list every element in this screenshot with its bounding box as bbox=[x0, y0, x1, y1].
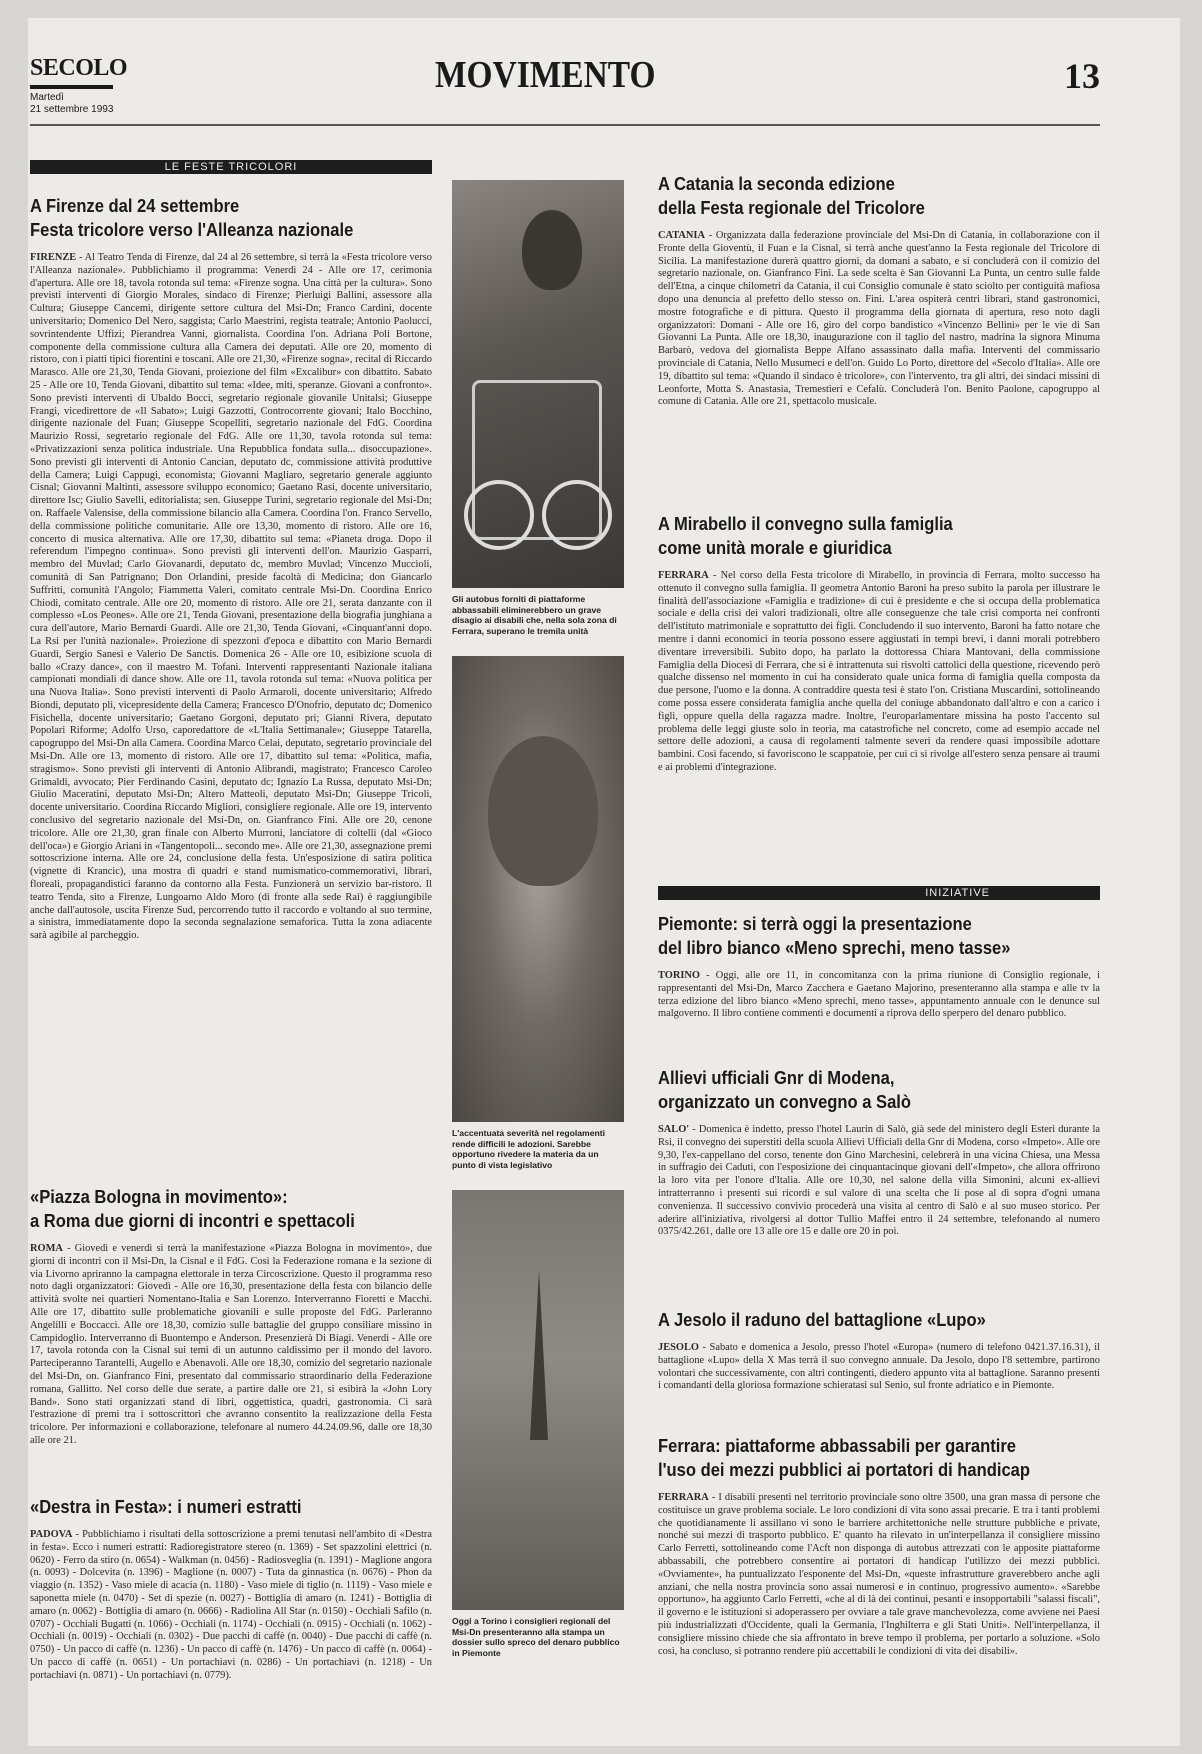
article-title-roma: «Piazza Bologna in movimento»: a Roma due giorni di incontri e spettacoli bbox=[30, 1187, 355, 1231]
article-title-salo: Allievi ufficiali Gnr di Modena, organizzato un convegno a Salò bbox=[658, 1068, 912, 1112]
article-title-piemonte: Piemonte: si terrà oggi la presentazione del libro bianco «Meno sprechi, meno tasse» bbox=[658, 914, 1011, 958]
column-left bbox=[30, 160, 432, 1719]
article-title-catania: A Catania la seconda edizione della Festa regionale del Tricolore bbox=[658, 174, 925, 218]
issue-date: 21 settembre 1993 bbox=[30, 104, 114, 115]
article-body-roma: ROMA - Giovedì e venerdì si terrà la manifestazione «Piazza Bologna in movimento», due giorni di incontri con il Msi-Dn, la Cisnal e il FdG. Così la Federazione romana e la sezione di via Livorno apriranno la campagna elettorale in terza Circoscrizione. Questo il programma reso noto dagli organizzatori: Giovedì - Alle ore 16,30, presentazione della festa con bilancio delle attività svolte nei quartieri Nomentano-Italia e San Lorenzo. Interverranno Fioretti e Macchi. Alle ore 17, dibattito sulle problematiche giovanili e sulle proposte del FdG. Parleranno Angelilli e Boccacci. Alle ore 18,30, comizio sulle battaglie del gruppo consiliare missino in Campidoglio. Interverranno di Buontempo e Anderson. Presenzierà Di Biagi. Venerdì - Alle ore 17, tavola rotonda con la Cisnal sui temi di un autunno caldissimo per il mondo del lavoro. Parteciperanno Tarantelli, Augello e Abenavoli. Alle ore 18,30, comizio del segretario nazionale del Msi-Dn, on. Gianfranco Fini, presentato dal commissario straordinario della Federazione romana, Gallitto. Nel corso delle due serate, a partire dalle ore 21, si esibirà la «John Lory Band». Sono stati organizzati stand di libri, oggettistica, quadri, gastronomia. Ci sarà l'estrazione di premi tra i sottoscrittori che avranno consentito la realizzazione della Festa tricolore. Per informazioni e collaborazione, telefonare al numero 44.24.09.96, dalle ore 18,30 alle ore 21. bbox=[30, 1243, 432, 1446]
article-body-catania: CATANIA - Organizzata dalla federazione provinciale del Msi-Dn di Catania, in collaborazione con il Fronte della Gioventù, il Fuan e la Cisnal, si terrà anche quest'anno la Festa regionale del Tricolore di Sicilia. La manifestazione durerà quattro giorni, da domani a sabato, e si concluderà con il comizio del segretario nazionale, on. Gianfranco Fini. La sede scelta è San Giovanni La Punta, un centro sulle falde dell'Etna, a cinque chilometri da Catania, il cui Consiglio comunale è stato sciolto per contiguità mafiosa dopo una denuncia al prefetto dello stesso on. Fini. L'area ospiterà centri librari, stand gastronomici, mostre fotografiche e di pittura. Questo il programma della giornata di apertura, reso noto dagli organizzatori: Domani - Alle ore 16, giro del corpo bandistico «Vincenzo Bellini» per le vie di San Giovanni La Punta. Alle ore 18,30, inaugurazione con il taglio del nastro, madrina la signora Minuma Barbarò, vedova del giornalista Beppe Alfano assassinato dalla mafia. Interventi del commissario provinciale di Catania, Nello Musumeci e dell'on. Guido Lo Porto, direttore del «Secolo d'Italia». Alle ore 19, dibattito sul tema: «Quando il sindaco è tricolore», con l'intervento, tra gli altri, dei sindaci missini di Leonforte, Motta S. Anastasia, Tremestieri e Cefalù. Concluderà l'on. Benito Paolone, capogruppo al comune di Catania. Alle ore 21, spettacolo musicale. bbox=[658, 230, 1100, 408]
article-body-padova: PADOVA - Pubblichiamo i risultati della sottoscrizione a premi tenutasi nell'ambito di «Destra in festa». Ecco i numeri estratti: Radioregistratore stereo (n. 1369) - Set spazzolini elettrici (n. 0620) - Ferro da stiro (n. 0654) - Walkman (n. 0456) - Radiosveglia (n. 1391) - Maglione angora (n. 0093) - Dolcevita (n. 1396) - Maglione (n. 0007) - Tuta da ginnastica (n. 0676) - Phon da viaggio (n. 1352) - Vaso miele di acacia (n. 1180) - Vaso miele di tiglio (n. 1119) - Vaso miele e saponetta miele (n. 0470) - Set di spezie (n. 0027) - Bottiglia di amaro (n. 1241) - Bottiglia di amaro (n. 0062) - Bottiglia di amaro (n. 0666) - Radiolina All Star (n. 0150) - Occhiali Safilo (n. 0707) - Occhiali Bugatti (n. 1066) - Occhiali (n. 1174) - Occhiali (n. 0915) - Occhiali (n. 1062) - Occhiali (n. 0019) - Occhiali (n. 0302) - Due pacchi di caffè (n. 0040) - Due pacchi di caffè (n. 0750) - Un pacco di caffè (n. 1236) - Un pacco di caffè (n. 1476) - Un pacco di caffè (n. 0064) - Un pacco di caffè (n. 0651) - Un portachiavi (n. 0286) - Un portachiavi (n. 1218) - Un portachiavi (n. 0871) - Un portachiavi (n. 0779). bbox=[30, 1529, 432, 1681]
photo-caption-2: L'accentuata severità nel regolamenti rende difficili le adozioni. Sarebbe opportuno rivedere la materia da un punto di vista legislativo bbox=[452, 1128, 605, 1170]
newspaper-logo: SECOLO bbox=[30, 55, 128, 81]
section-band-feste: LE FESTE TRICOLORI bbox=[30, 160, 432, 174]
column-right bbox=[658, 172, 1100, 1724]
article-body-jesolo: JESOLO - Sabato e domenica a Jesolo, presso l'hotel «Europa» (numero di telefono 0421.37.16.31), il battaglione «Lupo» della X Mas terrà il suo convegno annuale. Da Jesolo, dopo l'8 settembre, partirono volontari che successivamente, con altri contingenti, diedero appunto vita al battaglione. Saranno presenti i comandanti della gloriosa formazione schieratasi sul Senio, sul fronte adriatico e in Piemonte. bbox=[658, 1342, 1100, 1392]
article-body-salo: SALO' - Domenica è indetto, presso l'hotel Laurin di Salò, già sede del ministero degli Esteri durante la Rsi, il convegno dei superstiti della scuola Allievi Ufficiali della Gnr di Modena, corso «Impeto». Alle ore 9,30, l'ex-cappellano del corso, tenente don Gino Marchesini, celebrerà in una vicina Chiesa, una Messa in suffragio dei Caduti, con l'esposizione dei cinquantacinque giovani dell'«Impeto», che allora offrirono la loro vita per l'onore d'Italia. Alle ore 10,30, nel salone della villa Simonini, alcuni ex-allievi intratterranno i presenti sui ricordi e sul valore di una scelta che li pose al di sopra d'ogni umana convenienza. Il successivo convivio procederà una visita al centro di Salò e al suo museo storico. Per aderire all'iniziativa, rivolgersi al dottor Tullio Maffei entro il 24 settembre, telefonando al numero 0375/42.261, dalle ore 13 alle ore 15 e dalle ore 20 in poi. bbox=[658, 1124, 1100, 1238]
photo-caption-1: Gli autobus forniti di piattaforme abbassabili eliminerebbero un grave disagio ai disabili che, nella sola zona di Ferrara, superano le tremila unità bbox=[452, 594, 617, 636]
section-title: MOVIMENTO bbox=[435, 54, 656, 96]
photo-caption-3: Oggi a Torino i consiglieri regionali del Msi-Dn presenteranno alla stampa un dossier sullo spreco del denaro pubblico in Piemonte bbox=[452, 1616, 620, 1658]
article-title-jesolo: A Jesolo il raduno del battaglione «Lupo» bbox=[658, 1310, 986, 1330]
article-body-firenze: FIRENZE - Al Teatro Tenda di Firenze, dal 24 al 26 settembre, si terrà la «Festa tricolore verso l'Alleanza nazionale». Pubblichiamo il programma: Venerdì 24 - Alle ore 17, cerimonia d'apertura. Alle ore 18, tavola rotonda sul tema: «Firenze sogna. Una città per la cultura». Sono previsti interventi di Giorgio Morales, sindaco di Firenze; Pierluigi Ballini, assessore alla Cultura; Giuseppe Cancemi, dirigente settore cultura del Msi-Dn; Franco Cardini, docente universitario; Domenico Del Nero, saggista; Carlo Maestrini, regista teatrale; Antonio Paolucci, sovrintendente Uffizi; Pierandrea Vanni, giornalista. Coordina l'on. Adriana Poli Bortone, componente della commissione cultura alla Camera dei deputati. Alle ore 20, momento di ristoro, con i piatti tipici fiorentini e toscani. Alle ore 21,30, «Firenze sogna», recital di Riccardo Marasco. Alle ore 21,30, Tenda Giovani, proiezione del film «Excalibur» con dibattito. Sabato 25 - Alle ore 10, Tenda Giovani, dibattito sul tema: «Idee, miti, speranze. Giovani a confronto». Sono previsti interventi di Ubaldo Bocci, segretario regionale giovanile Unitalsi; Giuseppe Frangi, vicedirettore de «Il Sabato»; Luigi Gazzotti, Controcorrente giovani; Italo Bocchino, dirigente nazionale del Fuan; Giuseppe Scopelliti, segretario nazionale del FdG. Coordina Maurizio Rossi, segretario regionale del FdG. Alle ore 11,30, tavola rotonda sul tema: «Privatizzazioni senza politica industriale. Una Repubblica fondata sulla... disoccupazione». Sono previsti gli interventi di Antonio Cancian, deputato dc, commissione attività produttive della Camera; Luigi Cappugi, economista; Giovanni Magliaro, segretario generale aggiunto Cisnal; Giovanni Maltinti, assessore sviluppo economico; Gaetano Rasi, docente universitario, direttore Isc; Giulio Savelli, editorialista; sen. Giuseppe Turini, segretario regionale del Msi-Dn; on. Raffaele Valensise, della commissione bilancio alla Camera. Coordina l'on. Franco Servello, della commissione politiche comunitarie. Alle ore 13,30, momento di ristoro. Alle ore 16, concerto di musica alternativa. Alle ore 17,30, dibattito sul tema: «Pianeta droga. Dopo il referendum l'impegno continua». Sono previsti gli interventi dell'on. Maurizio Gasparri, membro del Muvlad; Carlo Giovanardi, deputato dc, membro Muvlad; Vincenzo Muccioli, comunità di San Patrignano; Don Orlandini, preside facoltà di Medicina; don Giancarlo Suffritti, comunità l'Angolo; Fiammetta Valeri, comitato centrale Msi-Dn. Coordina Enrico Chiodi, comitato centrale. Alle ore 20, momento di ristoro. Alle ore 21, serata danzante con il complesso «Los Peones». Alle ore 21, Tenda Giovani, presentazione della biografia junghiana a cura dell'autore, Mario Bernardi Guardi. Alle ore 21,30, Tenda Giovani, «Cinquant'anni dopo. La Rsi per l'unità nazionale». Proiezione di spezzoni d'epoca e dibattito con Mario Bernardi Guardi, Sergio Sanesi e Valerio De Sanctis. Domenica 26 - Alle ore 10, esibizione scuola di ballo «Crazy dance», con il maestro M. Tofani. Interventi rappresentanti Nazionale italiana campionati mondiali di dance show. Alle ore 11, tavola rotonda sul tema: «Nuova politica per una Nuova Italia». Sono previsti interventi di Paolo Armaroli, docente universitario; Alfredo Biondi, deputato pli, vicepresidente della Camera; Francesco D'Onofrio, deputato dc; Domenico Fisichella, docente universitario; Gaetano Gorgoni, deputato pri; Gianni Rivera, deputato Popolari Riforme; Adolfo Urso, caporedattore de «L'Italia Settimanale»; Giuseppe Tatarella, capogruppo del Msi-Dn alla Camera. Coordina Marco Celai, deputato, segretario provinciale del Msi-Dn. Alle ore 13, momento di ristoro. Alle ore 17, dibattito sul tema: «Politica, mafia, stragismo». Sono previsti gli interventi di Antonio Alibrandi, magistrato; Francesco Caroleo Grimaldi, avvocato; Pier Ferdinando Casini, deputato dc; Ignazio La Russa, deputato Msi-Dn; Giulio Maceratini, deputato Msi-Dn; Altero Matteoli, deputato Msi-Dn; Giuseppe Tricoli, docente universitario. Coordina Riccardo Migliori, consigliere regionale. Alle ore 19, intervento conclusivo del segretario nazionale del Msi-Dn, on. Gianfranco Fini. Alle ore 20, cenone tricolore. Alle ore 21,30, gran finale con Alberto Murroni, lanciatore di coltelli (dal «Gioco dell'oca») e Giorgio Ariani in «Tangentopoli... secondo me». Alle ore 21,30, assegnazione premi sottoscrizione interna. Alle ore 24, conclusione della festa. Un'esposizione di satira politica (vignette di Krancic), una mostra di quadri e stand numismatico-commemorativi, librari, floreali, propagandistici faranno da contorno alla Festa. Funzionerà un servizio bar-ristoro. Il teatro Tenda, sito a Firenze, Lungoarno Aldo Moro (di fronte alla sede Rai) è raggiungibile anche dall'autosole, uscita Firenze Sud, percorrendo tutto il raccordo e voltando al suo termine, a sinistra, immediatamente dopo la seconda segnalazione semaforica. Tutta la zona adiacente sarà agibile al parcheggio. bbox=[30, 252, 432, 942]
wheel-left bbox=[464, 480, 534, 550]
article-body-ferrara: FERRARA - I disabili presenti nel territorio provinciale sono oltre 3500, una gran massa di persone che costituisce un grave problema sociale. Le loro condizioni di vita sono assai precarie. E tra i tanti problemi che quotidianamente li assillano vi sono le barriere architettoniche nelle strutture pubbliche e private, nonché sui mezzi di trasporto pubblico. E' quanto ha rilevato in un'interpellanza il consigliere missino Carlo Ferretti, sottolineando come l'Acft non disponga di autobus attrezzati con le apposite piattaforme abbassabili, che potrebbero consentire ai portatori di handicap l'utilizzo dei mezzi pubblici. «Ovviamente», ha puntualizzato l'esponente del Msi-Dn, «queste infrastrutture graverebbero anche agli anziani, che nella nostra provincia sono assai numerosi e in continuo, progressivo aumento». «Sarebbe opportuno», ha aggiunto Carlo Ferretti, «che al di là dei continui, pesanti e insopportabili "salassi fiscali", il governo e le istituzioni si adoperassero per ovviare a tale grave manchevolezza, come avviene nei Paesi più industrializzati d'Occidente, quali la Germania, l'Inghilterra e gli Stati Uniti». Nell'interpellanza, il consigliere missino chiede che sia affrontato in breve tempo il problema, per portarlo a soluzione. «Solo così, ha concluso, si potranno rendere più accettabili le condizioni di vita dei disabili». bbox=[658, 1492, 1100, 1657]
column-photos bbox=[452, 180, 624, 1658]
article-title-mirabello: A Mirabello il convegno sulla famiglia come unità morale e giuridica bbox=[658, 514, 953, 558]
header-rule bbox=[30, 124, 1100, 126]
photo-torino bbox=[452, 1190, 624, 1610]
photo-child bbox=[452, 656, 624, 1122]
wheel-right bbox=[542, 480, 612, 550]
person-figure bbox=[522, 210, 582, 290]
photo-wheelchair bbox=[452, 180, 624, 588]
page-number: 13 bbox=[1064, 56, 1100, 96]
mole-spire bbox=[530, 1270, 548, 1440]
logo-underline bbox=[30, 85, 113, 89]
issue-day: Martedì bbox=[30, 92, 64, 103]
child-face bbox=[488, 736, 598, 886]
masthead bbox=[30, 35, 1100, 115]
article-title-firenze: A Firenze dal 24 settembre Festa tricolore verso l'Alleanza nazionale bbox=[30, 196, 354, 240]
article-title-ferrara: Ferrara: piattaforme abbassabili per garantire l'uso dei mezzi pubblici ai portatori di handicap bbox=[658, 1436, 1030, 1480]
article-title-padova: «Destra in Festa»: i numeri estratti bbox=[30, 1497, 302, 1517]
article-body-mirabello: FERRARA - Nel corso della Festa tricolore di Mirabello, in provincia di Ferrara, molto successo ha ottenuto il convegno sulla famiglia. Il geometra Antonio Baroni ha preso subito la parola per illustrare le finalità dell'associazione «Famiglia e tradizione» di cui è presidente e che si occupa della problematica sociale e della crisi dei valori tradizionali, oltre alle conseguenze che tale crisi comporta nei confronti dell'istituto matrimoniale e soprattutto dei figli. Concludendo il suo intervento, Baroni ha fatto notare che mentre i danni economici in teoria possono essere aggiustati in tempi brevi, i danni morali potrebbero diventare irreversibili. Subito dopo, ha parlato la dottoressa Chiara Mantovani, della commissione Famiglia della Diocesi di Ferrara, che si è intrattenuta sui risvolti cattolici della questione, ricevendo però qualche dissenso nel momento in cui ha considerato quale unica forma di famiglia quella composta da due persone, l'uomo e la donna. A contraddire questa tesi è stato l'on. Cristiana Muscardini, sottolineando come possa essere considerata famiglia anche quella del coniuge abbandonato dall'altro e con a carico i figli, oppure quella della ragazza madre. Inoltre, l'europarlamentare missina ha posto l'accento sul problema delle leggi giuste solo in teoria, ma catastrofiche nel concreto, come ad esempio accade nel settore delle adozioni, a causa di regolamenti talmente severi da rendere quasi impossibile adottare bambini. Così facendo, si favoriscono le scappatoie, per cui ci si rivolge all'estero senza pensare ai traumi e ai problemi d'integrazione. bbox=[658, 570, 1100, 773]
article-body-piemonte: TORINO - Oggi, alle ore 11, in concomitanza con la prima riunione di Consiglio regionale, i rappresentanti del Msi-Dn, Marco Zacchera e Gaetano Majorino, presenteranno alla stampa e alle tv la terza edizione del libro bianco «Meno sprechi, meno tasse», appuntamento annuale con le denunce sul malgoverno. Il libro contiene commenti e documenti a riprova dello sperpero del denaro pubblico. bbox=[658, 970, 1100, 1020]
section-band-iniziative: INIZIATIVE bbox=[658, 886, 1100, 900]
